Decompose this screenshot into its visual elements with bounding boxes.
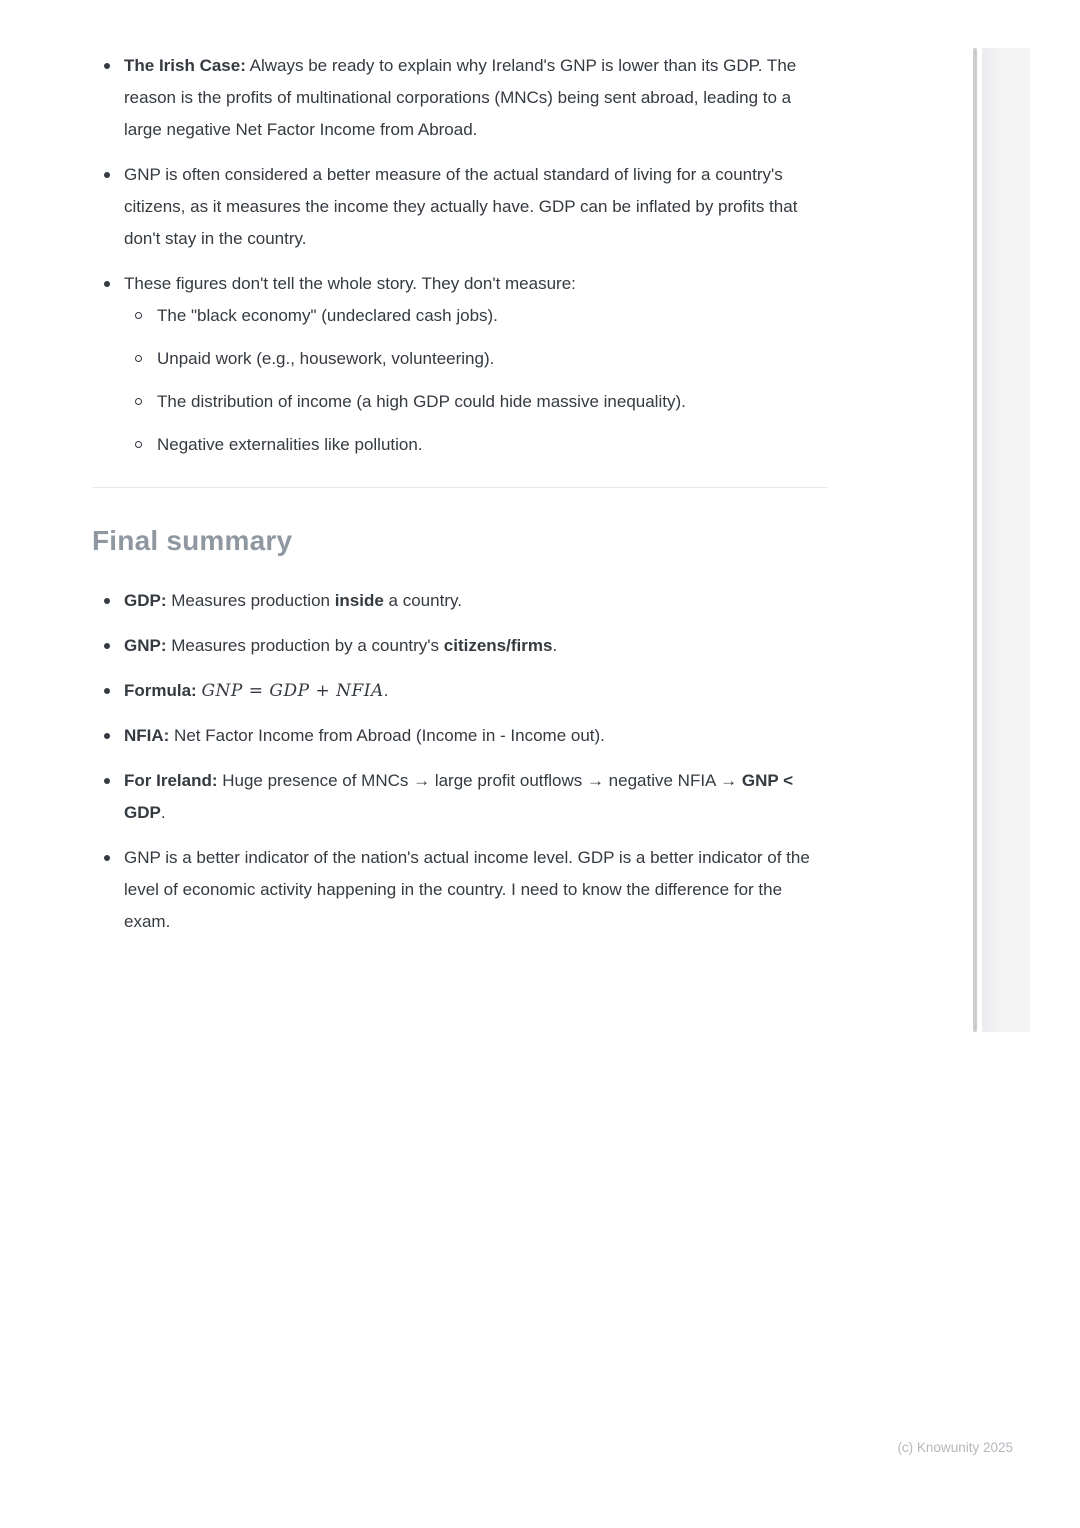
list-item-text: GDP: Measures production inside a country.	[124, 591, 462, 610]
list-item-text: GNP is a better indicator of the nation's actual income level. GDP is a better indicator of the level of economic activity happening in the country. I need to know the difference for the exam.	[124, 848, 810, 931]
list-item	[92, 765, 828, 829]
list-item-text: The Irish Case: Always be ready to explain why Ireland's GNP is lower than its GDP. The reason is the profits of multinational corporations (MNCs) being sent abroad, leading to a large negative Net Factor Income from Abroad.	[124, 56, 797, 139]
page-edge	[982, 48, 1030, 1032]
list-item	[92, 842, 828, 938]
document-page	[92, 50, 828, 951]
divider	[92, 487, 828, 488]
final-summary-heading: Final summary	[92, 525, 293, 556]
sub-list-item-text: The distribution of income (a high GDP could hide massive inequality).	[157, 392, 686, 411]
list-item-text: For Ireland: Huge presence of MNCs → large profit outflows → negative NFIA → GNP < GDP.	[124, 771, 794, 822]
sub-list-item-text: The "black economy" (undeclared cash jobs).	[157, 306, 498, 325]
sub-list-item	[124, 429, 828, 461]
list-item-text: GNP: Measures production by a country's citizens/firms.	[124, 636, 558, 655]
list-item-text: NFIA: Net Factor Income from Abroad (Income in - Income out).	[124, 726, 605, 745]
sub-list-item-text: Unpaid work (e.g., housework, volunteering).	[157, 349, 495, 368]
sub-list-item	[124, 300, 828, 332]
list-item	[92, 585, 828, 617]
list-item-text: GNP is often considered a better measure of the actual standard of living for a country's citizens, as it measures the income they actually have. GDP can be inflated by profits that don't stay in the country.	[124, 165, 798, 248]
list-item	[92, 630, 828, 662]
list-item	[92, 720, 828, 752]
sub-list	[124, 300, 828, 461]
list-item	[92, 675, 828, 707]
list-item	[92, 159, 828, 255]
final-summary-list	[92, 585, 828, 938]
sub-list-item	[124, 343, 828, 375]
sub-list-item-text: Negative externalities like pollution.	[157, 435, 423, 454]
sub-list-item	[124, 386, 828, 418]
list-item-text: These figures don't tell the whole story. They don't measure:	[124, 274, 576, 293]
list-item-text: Formula: GNP = GDP + NFIA.	[124, 681, 389, 701]
scrollbar-thumb[interactable]	[973, 48, 977, 1032]
list-item	[92, 50, 828, 146]
notes-list	[92, 50, 828, 461]
list-item	[92, 268, 828, 461]
copyright-text: (c) Knowunity 2025	[897, 1440, 1013, 1455]
